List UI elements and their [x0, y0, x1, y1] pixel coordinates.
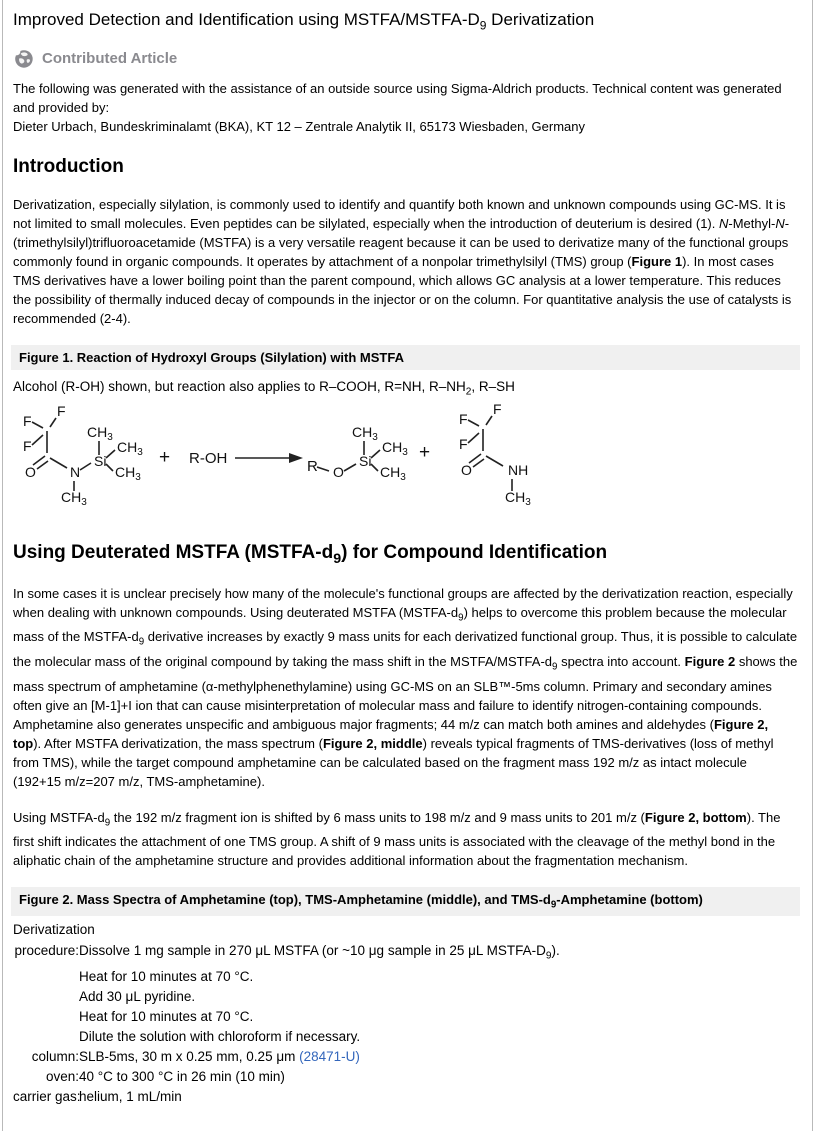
- atom-label: Si: [359, 453, 372, 470]
- method-label: column:: [31, 1048, 79, 1064]
- atom-label: O: [333, 464, 344, 481]
- atom-label: F: [459, 411, 468, 428]
- atom-label: $CH_3$: [352, 424, 378, 444]
- atom-label: N: [70, 464, 81, 481]
- globe-icon: [13, 48, 34, 69]
- method-value: [79, 941, 800, 1047]
- atom-label: O: [25, 464, 36, 481]
- method-row: [13, 1087, 800, 1107]
- contributed-article-label: Contributed Article: [42, 50, 178, 68]
- method-row: [13, 941, 800, 1047]
- atom-label: +: [419, 442, 431, 464]
- atom-label: F: [57, 403, 66, 420]
- atom-label: $CH_3$: [61, 489, 87, 509]
- article-page: [2, 0, 813, 1131]
- method-value-line: Heat for 10 minutes at 70 °C.: [79, 1008, 254, 1024]
- section-heading-introduction: Introduction: [13, 156, 124, 178]
- atom-label: F: [459, 436, 468, 453]
- method-label: procedure:: [14, 942, 79, 958]
- arrow-head: [289, 453, 303, 463]
- method-value-line: SLB-5ms, 30 m x 0.25 mm, 0.25 μm (28471-U): [79, 1048, 360, 1064]
- catalog-link[interactable]: (28471-U): [299, 1048, 360, 1064]
- method-value-line: helium, 1 mL/min: [79, 1088, 182, 1104]
- atom-label: +: [159, 447, 171, 469]
- atom-label: NH: [508, 462, 529, 479]
- atom-label: $CH_3$: [117, 439, 143, 459]
- disclaimer-text: The following was generated with the assistance of an outside source using Sigma-Aldrich products. Technical content was generated and provided by:: [13, 81, 782, 116]
- figure2-caption-bar: Figure 2. Mass Spectra of Amphetamine (top), TMS-Amphetamine (middle), and TMS-$d_9$-Amphetamine (bottom): [11, 887, 800, 916]
- atom-label: R: [307, 458, 318, 476]
- method-value-line: Add 30 μL pyridine.: [79, 988, 196, 1004]
- atom-labels: [23, 401, 531, 508]
- deuterated-paragraph-1: In some cases it is unclear precisely how many of the molecule's functional groups are affected by the derivatization reaction, especially when dealing with unknown compounds. Using deuterated MSTFA $(MSTFA-d_9)$ helps to overcome this problem because the molecular mass of the MSTFA-$d_9$ derivative increases by exactly 9 mass units for each derivatized functional group. Thus, it is possible to calculate the molecular mass of the original compound by taking the mass shift in the MSTFA/$MSTFA-d_9$ spectra into account. Figure 2 shows the mass spectrum of amphetamine (α-methylphenethylamine) using GC-MS on an SLB™-5ms column. Primary and secondary amines often give an [M-1]+I ion that can cause misinterpretation of molecular mass and failure to identify nitrogen-containing compounds. Amphetamine also generates unspecific and ambiguous major fragments; 44 m/z can match both amines and aldehydes (Figure 2, top). After MSTFA derivatization, the mass spectrum (Figure 2, middle) reveals typical fragments of TMS-derivatives (loss of methyl from TMS), while the target compound amphetamine can be calculated based on the fragment mass 192 m/z as intact molecule (192+15 m/z=207 m/z, TMS-amphetamine).: [13, 585, 798, 789]
- method-value: [79, 1087, 800, 1107]
- method-label: carrier gas:: [13, 1088, 81, 1104]
- atom-label: R-OH: [189, 450, 228, 468]
- method-value-line: Heat for 10 minutes at 70 °C.: [79, 968, 254, 984]
- atom-label: $CH_3$: [382, 439, 408, 459]
- method-value-line: Dissolve 1 mg sample in 270 μL MSTFA (or ~10 μg sample in 25 μL MSTFA-$D_9$).: [79, 942, 560, 962]
- page-title: Improved Detection and Identification using MSTFA/$MSTFA-D_9$ Derivatization: [13, 10, 595, 33]
- deuterated-paragraph-2: Using MSTFA-$d_9$ the 192 m/z fragment ion is shifted by 6 mass units to 198 m/z and 9 mass units to 201 m/z (Figure 2, bottom). The first shift indicates the attachment of one TMS group. A shift of 9 mass units is associated with the cleavage of the methyl bond in the aliphatic chain of the amphetamine structure and provides additional information about the fragmentation mechanism.: [13, 809, 781, 869]
- figure1-note: Alcohol (R-OH) shown, but reaction also applies to R–COOH, R=NH, $R-NH_2$, R–SH: [13, 379, 515, 399]
- method-row: [13, 1047, 800, 1067]
- method-title: Derivatization: [13, 921, 95, 937]
- atom-label: $CH_3$: [505, 489, 531, 509]
- atom-label: $CH_3$: [87, 424, 113, 444]
- method-value-line: Dilute the solution with chloroform if necessary.: [79, 1028, 361, 1044]
- atom-label: F: [23, 438, 32, 455]
- method-row: [13, 1067, 800, 1087]
- atom-label: O: [461, 462, 472, 479]
- method-rows: [13, 941, 800, 1107]
- author-line: Dieter Urbach, Bundeskriminalamt (BKA), KT 12 – Zentrale Analytik II, 65173 Wiesbaden, Germany: [13, 119, 586, 135]
- atom-label: $CH_3$: [380, 464, 406, 484]
- method-section: [13, 920, 800, 1107]
- introduction-paragraph: Derivatization, especially silylation, is commonly used to identify and quantify both known and unknown compounds using GC-MS. It is not limited to small molecules. Even peptides can be silylated, especially when the introduction of deuterium is desired (1). N-Methyl-N-(trimethylsilyl)trifluoroacetamide (MSTFA) is a very versatile reagent because it can be used to derivatize many of the functional groups commonly found in organic compounds. It operates by attachment of a nonpolar trimethylsilyl (TMS) group (Figure 1). In most cases TMS derivatives have a lower boiling point than the parent compound, which allows GC analysis at a lower temperature. This reduces the possibility of thermally induced decay of compounds in the injector or on the column. For quantitative analysis the use of catalysts is recommended (2-4).: [13, 197, 792, 327]
- figure1-caption-bar: Figure 1. Reaction of Hydroxyl Groups (Silylation) with MSTFA: [11, 345, 800, 370]
- method-value-line: 40 °C to 300 °C in 26 min (10 min): [79, 1068, 285, 1084]
- method-label: oven:: [45, 1068, 79, 1084]
- method-value: [79, 1067, 800, 1087]
- atom-label: F: [23, 413, 32, 430]
- section-heading-deuterated: Using Deuterated MSTFA $(MSTFA-d_9)$ for Compound Identification: [13, 542, 608, 567]
- atom-label: F: [493, 401, 502, 418]
- atom-label: Si: [94, 453, 107, 470]
- figure1-reaction-diagram: [13, 400, 553, 522]
- atom-label: $CH_3$: [115, 464, 141, 484]
- contributed-article-badge: [13, 48, 800, 69]
- method-value: [79, 1047, 800, 1067]
